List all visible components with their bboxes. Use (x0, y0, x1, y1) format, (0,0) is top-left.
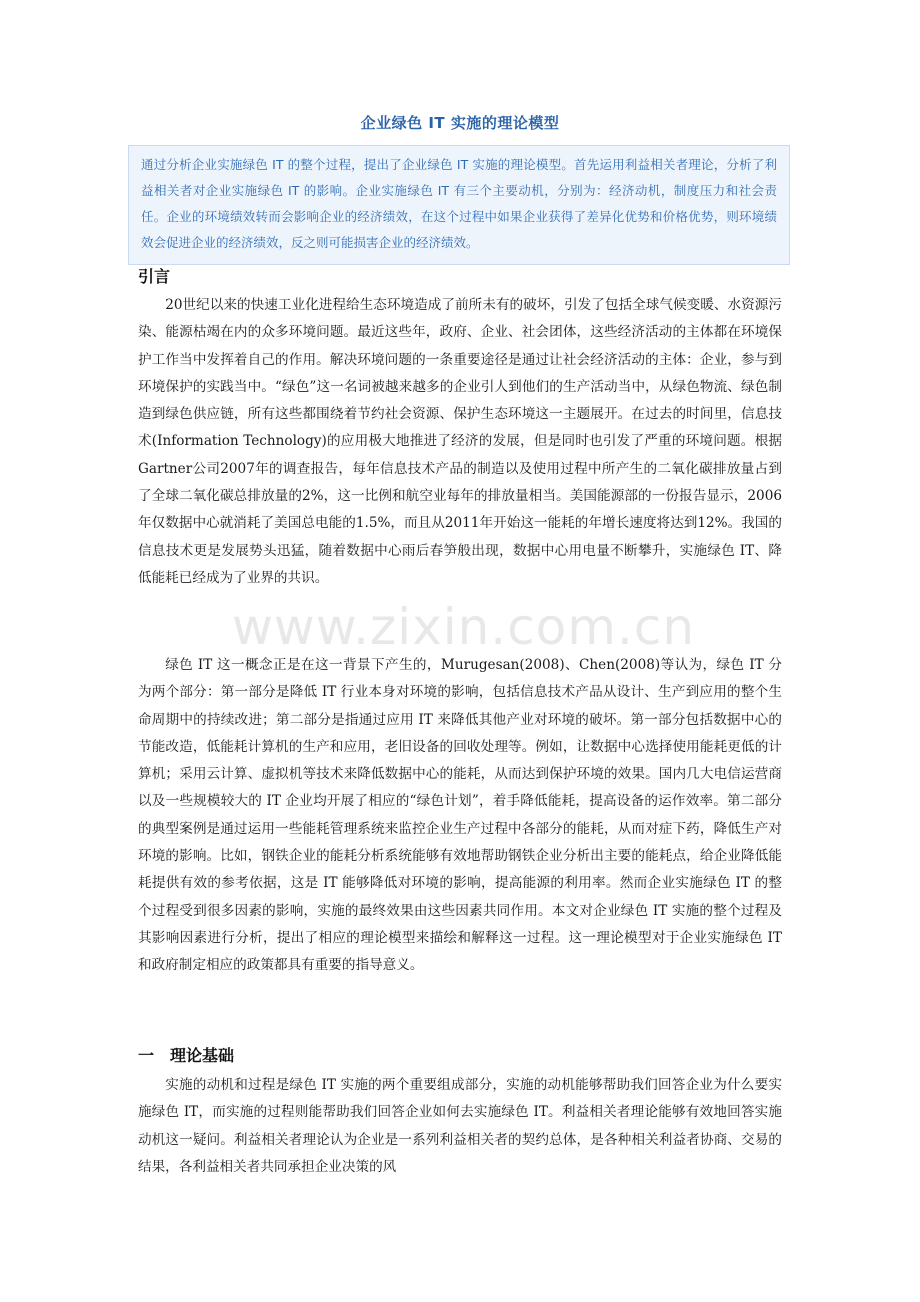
section-heading-theory: 一 理论基础 (138, 1046, 235, 1065)
paragraph: 实施的动机和过程是绿色 IT 实施的两个重要组成部分，实施的动机能够帮助我们回答企业为什么要实施绿色 IT，而实施的过程则能帮助我们回答企业如何去实施绿色 IT。利益相关者理论能够有效地回答实施动机这一疑问。利益相关者理论认为企业是一系列利益相关者的契约总体，是各种相关利益者协商、交易的结果，各利益相关者共同承担企业决策的风 (138, 1077, 782, 1175)
document-title: 企业绿色 IT 实施的理论模型 (360, 114, 560, 132)
abstract-box: 通过分析企业实施绿色 IT 的整个过程，提出了企业绿色 IT 实施的理论模型。首先运用利益相关者理论，分析了利益相关者对企业实施绿色 IT 的影响。企业实施绿色 IT 有三个主要动机，分别为：经济动机，制度压力和社会责任。企业的环境绩效转而会影响企业的经济绩效，在这个过程中如果企业获得了差异化优势和价格优势，则环境绩效会促进企业的经济绩效，反之则可能损害企业的经济绩效。 (128, 145, 790, 265)
paragraph: 绿色 IT 这一概念正是在这一背景下产生的，Murugesan(2008)、Chen(2008)等认为，绿色 IT 分为两个部分：第一部分是降低 IT 行业本身对环境的影响，包括信息技术产品从设计、生产到应用的整个生命周期中的持续改进；第二部分是指通过应用 IT 来降低其他产业对环境的破坏。第一部分包括数据中心的节能改造，低能耗计算机的生产和应用，老旧设备的回收处理等。例如，让数据中心选择使用能耗更低的计算机；采用云计算、虚拟机等技术来降低数据中心的能耗，从而达到保护环境的效果。国内几大电信运营商以及一些规模较大的 IT 企业均开展了相应的“绿色计划”，着手降低能耗，提高设备的运作效率。第二部分的典型案例是通过运用一些能耗管理系统来监控企业生产过程中各部分的能耗，从而对症下药，降低生产对环境的影响。比如，钢铁企业的能耗分析系统能够有效地帮助钢铁企业分析出主要的能耗点，给企业降低能耗提供有效的参考依据，这是 IT 能够降低对环境的影响，提高能源的利用率。然而企业实施绿色 IT 的整个过程受到很多因素的影响，实施的最终效果由这些因素共同作用。本文对企业绿色 IT 实施的整个过程及其影响因素进行分析，提出了相应的理论模型来描绘和解释这一过程。这一理论模型对于企业实施绿色 IT 和政府制定相应的政策都具有重要的指导意义。 (138, 657, 782, 974)
watermark: www.zixin.com.cn (232, 598, 696, 656)
paragraph: 20世纪以来的快速工业化进程给生态环境造成了前所未有的破坏，引发了包括全球气候变暖、水资源污染、能源枯竭在内的众多环境问题。最近这些年，政府、企业、社会团体，这些经济活动的主体都在环境保护工作当中发挥着自己的作用。解决环境问题的一条重要途径是通过让社会经济活动的主体：企业，参与到环境保护的实践当中。“绿色”这一名词被越来越多的企业引人到他们的生产活动当中，从绿色物流、绿色制造到绿色供应链，所有这些都围绕着节约社会资源、保护生态环境这一主题展开。在过去的时间里，信息技术(Information Technology)的应用极大地推进了经济的发展，但是同时也引发了严重的环境问题。根据Gartner公司2007年的调查报告，每年信息技术产品的制造以及使用过程中所产生的二氧化碳排放量占到了全球二氧化碳总排放量的2%，这一比例和航空业每年的排放量相当。美国能源部的一份报告显示，2006年仅数据中心就消耗了美国总电能的1.5%，而且从2011年开始这一能耗的年增长速度将达到12%。我国的信息技术更是发展势头迅猛，随着数据中心雨后春笋般出现，数据中心用电量不断攀升，实施绿色 IT、降低能耗已经成为了业界的共识。 (138, 297, 782, 586)
section-heading-introduction: 引言 (138, 267, 171, 286)
